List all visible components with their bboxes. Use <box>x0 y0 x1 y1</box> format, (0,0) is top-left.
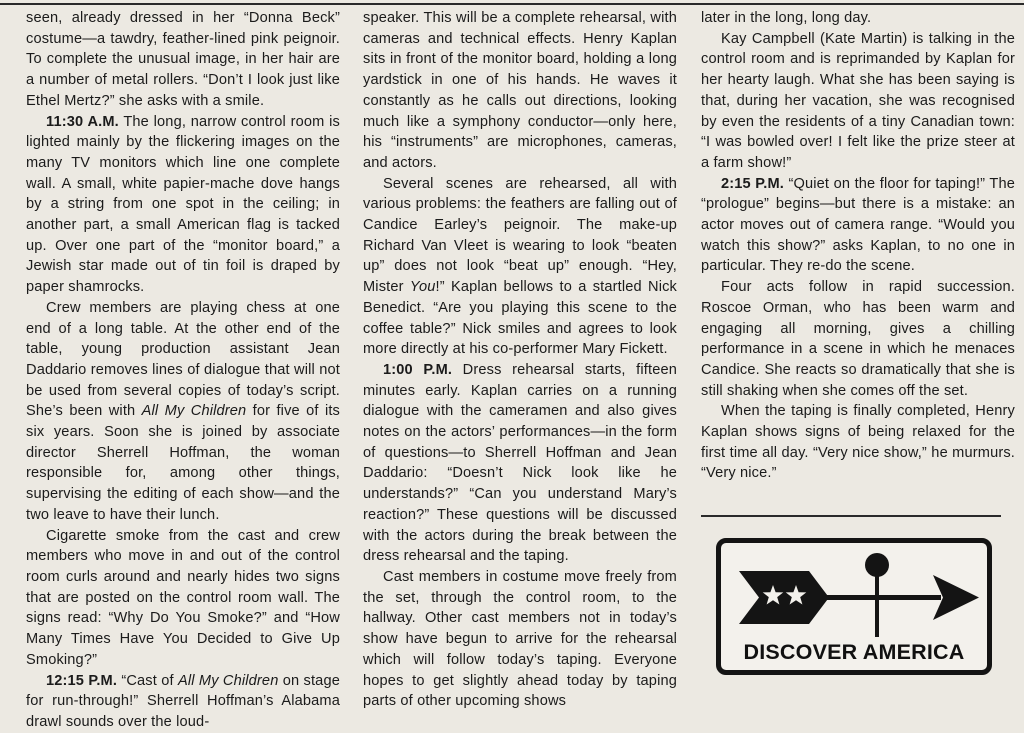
paragraph-text: The long, narrow control room is lighted mainly by the flickering images on the many TV monitors which line one complete wall. A small, white papier-mache dove hangs by a string from one spot in the ceiling; in another part, a small American flag is tacked up. Over one part of the “monitor board,” a Jewish star made out of tin foil is draped by paper shamrocks. <box>26 113 340 296</box>
paragraph-text: Dress rehearsal starts, fifteen minutes early. Kaplan carries on a running dialogue with the cameramen and also gives notes on the actors’ performances—in the form of questions—to Sherrell Hoffman and Jean Daddario: “Doesn’t Nick look like he understands?” “Can you understand Mary’s reaction?” These questions will be discussed with the actors during the break between the dress rehearsal and the taping. <box>363 361 677 565</box>
paragraph: seen, already dressed in her “Donna Beck” costume—a tawdry, feather-lined pink peignoir. To complete the unusual image, in her hair are a number of metal rollers. “Don’t I look just like Ethel Mertz?” she asks with a smile. <box>26 10 340 109</box>
show-title: All My Children <box>141 403 247 420</box>
paragraph <box>363 360 677 567</box>
paragraph-text: on stage for run-through!” Sherrell Hoffman’s Alabama drawl sounds over the loud- <box>26 672 340 730</box>
article-column-2 <box>363 8 677 712</box>
paragraph-text: “Quiet on the floor for taping!” The “prologue” begins—but there is a mistake: an actor moves out of camera range. “Would you watch this show?” asks Kaplan, to no one in particular. They re-do the scene. <box>701 175 1015 275</box>
paragraph <box>26 112 340 298</box>
emphasis: You <box>409 279 436 296</box>
paragraph: Four acts follow in rapid succession. Roscoe Orman, who has been warm and engaging all morning, gives a chilling performance in a scene in which he menaces Candice. She reacts so dramatically that she is still shaking when she comes off the set. <box>701 279 1015 399</box>
discover-america-ad <box>716 538 992 675</box>
ad-divider <box>701 515 1001 517</box>
paragraph <box>363 174 677 360</box>
article-column-3 <box>701 8 1015 484</box>
paragraph-text: for five of its six years. Soon she is joined by associate director Sherrell Hoffman, the woman responsible for, among other things, supervising the editing of each show—and the two leave to have their lunch. <box>26 403 340 523</box>
paragraph-text: “Cast of <box>117 672 178 689</box>
paragraph-text: Several scenes are rehearsed, all with various problems: the feathers are falling out of Candice Earley’s peignoir. The make-up Richard Van Vleet is wearing to look “beaten up” does not look “beat up” enough. “Hey, Mister <box>363 175 677 296</box>
ad-caption: DISCOVER AMERICA <box>743 640 965 664</box>
timestamp: 11:30 A.M. <box>46 113 119 130</box>
paragraph <box>26 298 340 526</box>
paragraph-text: Crew members are playing chess at one end of a long table. At the other end of the table, young production assistant Jean Daddario removes lines of dialogue that will not be used from several copies of today’s script. She’s been with <box>26 299 340 420</box>
timestamp: 12:15 P.M. <box>46 672 118 689</box>
paragraph: Cast members in costume move freely from the set, through the control room, to the hallway. Other cast members not in today’s show have begun to arrive for the rehearsal which will follow today’s taping. Everyone hopes to get slightly ahead today by taping parts of other upcoming shows <box>363 568 677 710</box>
paragraph: speaker. This will be a complete rehearsal, with cameras and technical effects. Henry Kaplan sits in front of the monitor board, holding a long yardstick in one of his hands. He waves it constantly as he calls out directions, looking much like a symphony conductor—only here, his “instruments” are microphones, cameras, and actors. <box>363 10 677 171</box>
timestamp: 1:00 P.M. <box>383 361 453 378</box>
show-title: All My Children <box>177 672 279 689</box>
top-rule <box>0 3 1024 5</box>
timestamp: 2:15 P.M. <box>721 175 784 192</box>
paragraph <box>26 671 340 733</box>
article-column-1 <box>26 8 340 733</box>
paragraph <box>701 174 1015 278</box>
paragraph-text: !” Kaplan bellows to a startled Nick Benedict. “Are you playing this scene to the coffee table?” Nick smiles and agrees to look more directly at his co-performer Mary Fickett. <box>363 279 677 358</box>
paragraph: later in the long, long day. <box>701 10 872 26</box>
paragraph: Cigarette smoke from the cast and crew members who move in and out of the control room curls around and nearly hides two signs that are posted on the control room wall. The signs read: “Why Do You Smoke?” and “How Many Times Have You Decided to Give Up Smoking?” <box>26 527 340 668</box>
paragraph: When the taping is finally completed, Henry Kaplan shows signs of being relaxed for the first time all day. “Very nice show,” he murmurs. “Very nice.” <box>701 403 1015 482</box>
paragraph: Kay Campbell (Kate Martin) is talking in the control room and is reprimanded by Kaplan for her hearty laugh. What she has been saying is that, during her vacation, she was recognised by even the residents of a tiny Canadian town: “I was bowled over! I felt like the prize steer at a farm show!” <box>701 30 1015 171</box>
